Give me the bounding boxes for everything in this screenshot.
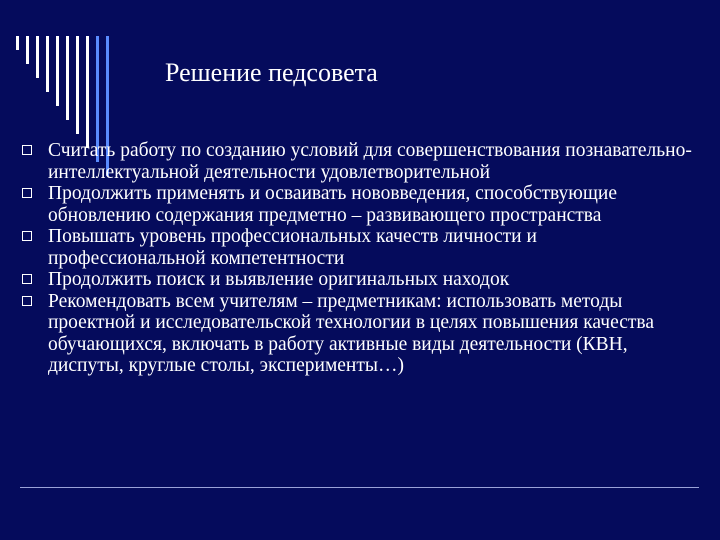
list-item-text: Считать работу по созданию условий для совершенствования познавательно- интеллектуальной деятельности удовлетворительной bbox=[48, 140, 692, 183]
decorative-stripe bbox=[66, 36, 69, 120]
square-bullet-icon bbox=[22, 145, 32, 155]
list-item bbox=[22, 269, 692, 291]
square-bullet-icon bbox=[22, 274, 32, 284]
list-item bbox=[22, 140, 692, 183]
list-item-text: Продолжить поиск и выявление оригинальных находок bbox=[48, 269, 510, 290]
decorative-stripe bbox=[86, 36, 89, 148]
square-bullet-icon bbox=[22, 188, 32, 198]
list-item-text: Рекомендовать всем учителям – предметникам: использовать методы проектной и исследовательской технологии в целях повышения качества обучающихся, включать в работу активные виды деятельности (КВН, диспуты, круглые столы, эксперименты…) bbox=[48, 290, 655, 376]
square-bullet-icon bbox=[22, 296, 32, 306]
list-item bbox=[22, 183, 692, 226]
decorative-stripe bbox=[36, 36, 39, 78]
square-bullet-icon bbox=[22, 231, 32, 241]
slide-title: Решение педсовета bbox=[165, 58, 378, 87]
decorative-stripe bbox=[26, 36, 29, 64]
decorative-stripe bbox=[76, 36, 79, 134]
divider-line bbox=[20, 487, 699, 488]
list-item bbox=[22, 226, 692, 269]
decorative-stripe bbox=[46, 36, 49, 92]
decorative-stripe bbox=[16, 36, 19, 50]
list-item-text: Повышать уровень профессиональных качеств личности и профессиональной компетентности bbox=[48, 226, 537, 269]
list-item-text: Продолжить применять и осваивать нововведения, способствующие обновлению содержания предметно – развивающего пространства bbox=[48, 183, 617, 226]
list-item bbox=[22, 291, 692, 377]
decorative-stripe bbox=[56, 36, 59, 106]
bullet-list bbox=[22, 140, 692, 377]
